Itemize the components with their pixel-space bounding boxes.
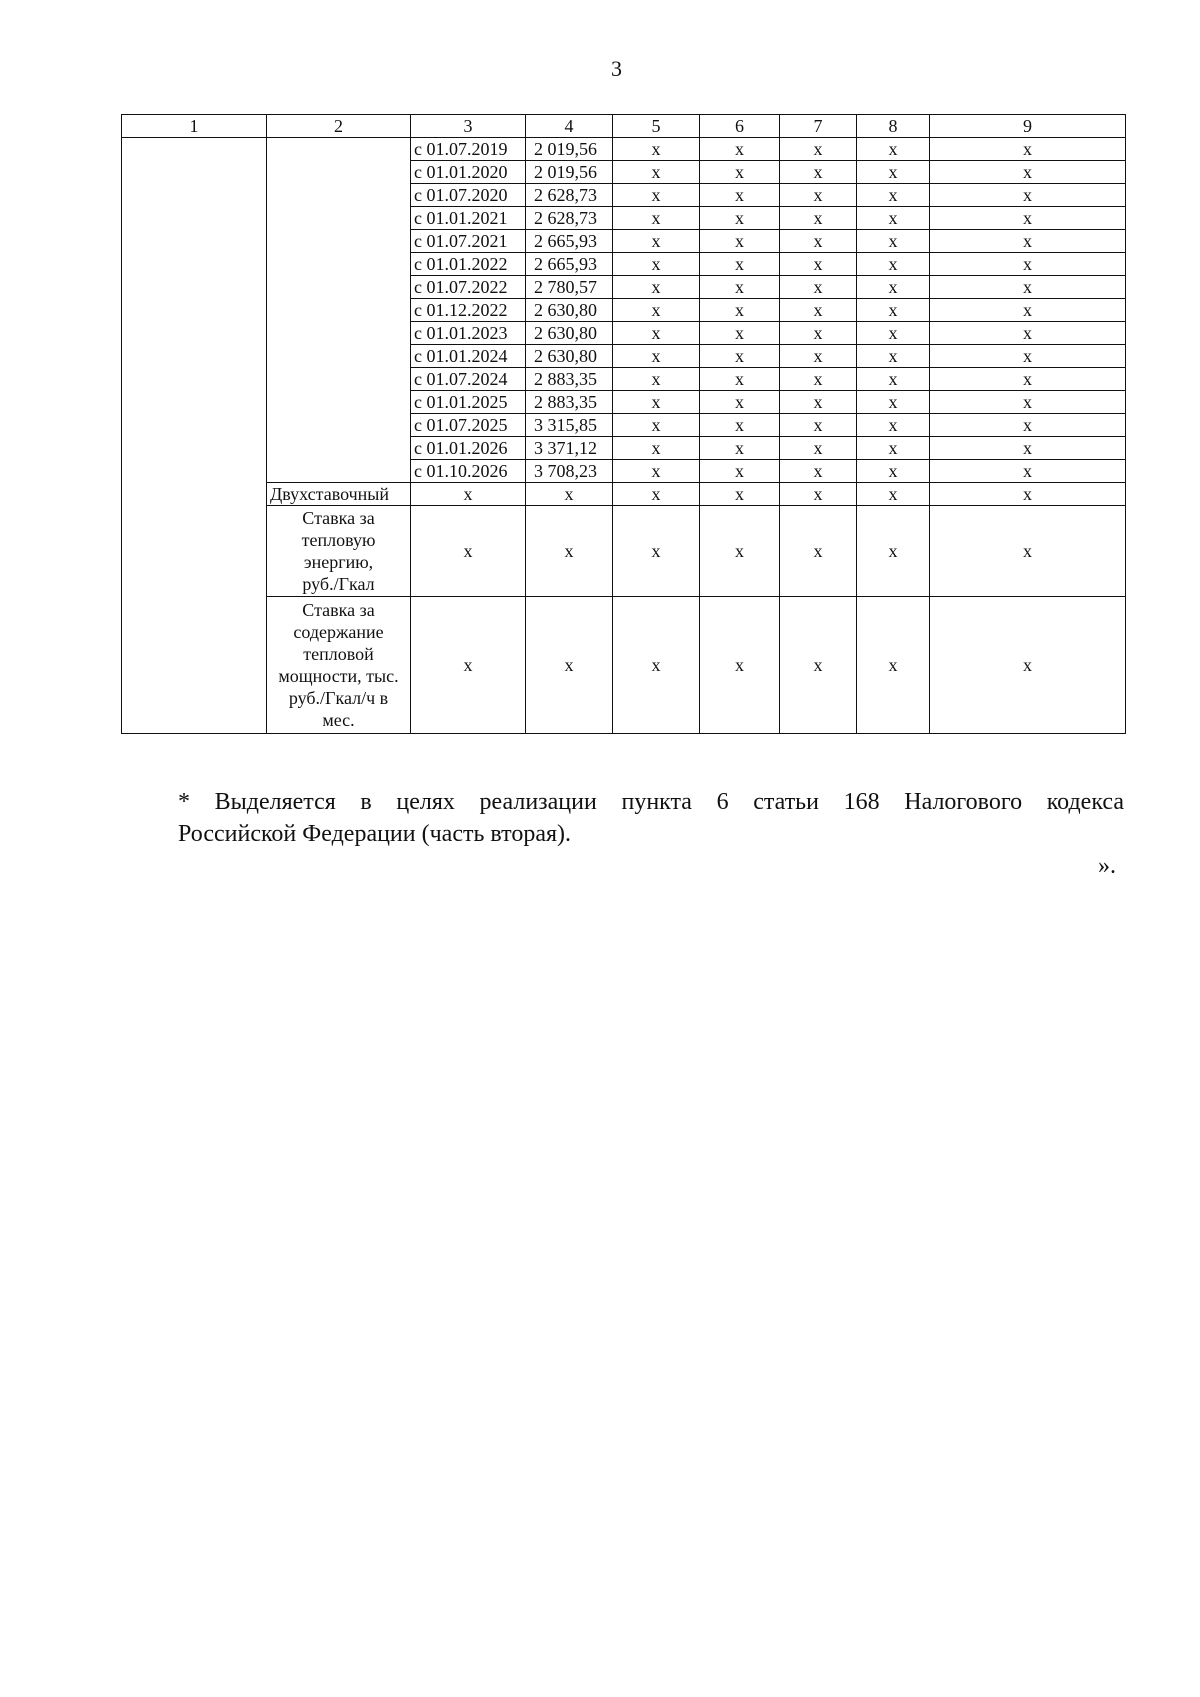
date-cell: с 01.01.2022 [411, 253, 526, 276]
x-mark: х [700, 414, 780, 437]
x-mark: х [411, 483, 526, 506]
x-mark: х [411, 597, 526, 734]
x-mark: х [613, 345, 700, 368]
label-line: тепловой [303, 644, 374, 664]
x-mark: х [526, 597, 613, 734]
x-mark: х [930, 322, 1126, 345]
x-mark: х [780, 391, 857, 414]
label-line: Ставка за [302, 508, 375, 528]
x-mark: х [700, 253, 780, 276]
x-mark: х [780, 276, 857, 299]
x-mark: х [613, 391, 700, 414]
x-mark: х [930, 460, 1126, 483]
x-mark: х [857, 299, 930, 322]
x-mark: х [613, 437, 700, 460]
x-mark: х [700, 322, 780, 345]
x-mark: х [613, 460, 700, 483]
x-mark: х [857, 391, 930, 414]
x-mark: х [930, 437, 1126, 460]
x-mark: х [780, 299, 857, 322]
x-mark: х [613, 161, 700, 184]
tariff-value: 2 780,57 [526, 276, 613, 299]
x-mark: х [857, 322, 930, 345]
x-mark: х [930, 345, 1126, 368]
x-mark: х [780, 414, 857, 437]
date-cell: с 01.07.2020 [411, 184, 526, 207]
x-mark: х [700, 299, 780, 322]
label-line: Ставка за [302, 600, 375, 620]
x-mark: х [930, 253, 1126, 276]
x-mark: х [700, 207, 780, 230]
heat-energy-rate-label [267, 506, 411, 597]
x-mark: х [613, 230, 700, 253]
x-mark: х [780, 483, 857, 506]
tariff-value: 2 665,93 [526, 253, 613, 276]
capacity-rate-label [267, 597, 411, 734]
date-cell: с 01.12.2022 [411, 299, 526, 322]
x-mark: х [613, 299, 700, 322]
capacity-rate-row [122, 597, 1126, 734]
x-mark: х [700, 437, 780, 460]
col1-cell [122, 138, 267, 734]
x-mark: х [780, 345, 857, 368]
x-mark: х [857, 207, 930, 230]
x-mark: х [700, 368, 780, 391]
x-mark: х [780, 437, 857, 460]
x-mark: х [780, 161, 857, 184]
x-mark: х [613, 276, 700, 299]
label-line: энергию, [303, 552, 374, 572]
x-mark: х [780, 138, 857, 161]
x-mark: х [700, 597, 780, 734]
tariff-value: 2 630,80 [526, 299, 613, 322]
x-mark: х [700, 230, 780, 253]
date-cell: с 01.01.2021 [411, 207, 526, 230]
x-mark: х [930, 138, 1126, 161]
tariff-value: 2 628,73 [526, 184, 613, 207]
x-mark: х [780, 322, 857, 345]
date-cell: с 01.07.2025 [411, 414, 526, 437]
date-cell: с 01.07.2022 [411, 276, 526, 299]
date-cell: с 01.07.2021 [411, 230, 526, 253]
x-mark: х [780, 597, 857, 734]
label-line: мес. [322, 710, 355, 730]
column-number: 2 [267, 115, 411, 138]
date-cell: с 01.07.2024 [411, 368, 526, 391]
footnote-line-2: Российской Федерации (часть вторая). [178, 821, 572, 847]
x-mark: х [411, 506, 526, 597]
date-cell: с 01.01.2023 [411, 322, 526, 345]
footnote-line-1: * Выделяется в целях реализации пункта 6 статьи 168 Налогового кодекса [178, 789, 1124, 815]
tariff-value: 3 371,12 [526, 437, 613, 460]
col2-cell [267, 138, 411, 483]
tariff-value: 2 019,56 [526, 138, 613, 161]
x-mark: х [857, 184, 930, 207]
x-mark: х [930, 368, 1126, 391]
x-mark: х [526, 506, 613, 597]
column-number: 7 [780, 115, 857, 138]
label-line: руб./Гкал [302, 574, 375, 594]
two-stage-label: Двухставочный [267, 483, 411, 506]
label-line: мощности, тыс. [278, 666, 399, 686]
heat-energy-rate-row [122, 506, 1126, 597]
x-mark: х [780, 230, 857, 253]
x-mark: х [613, 207, 700, 230]
x-mark: х [857, 460, 930, 483]
x-mark: х [700, 161, 780, 184]
x-mark: х [613, 597, 700, 734]
x-mark: х [930, 391, 1126, 414]
x-mark: х [857, 230, 930, 253]
column-number: 3 [411, 115, 526, 138]
label-line: руб./Гкал/ч в [288, 688, 389, 708]
label-line: содержание [293, 622, 384, 642]
x-mark: х [613, 483, 700, 506]
x-mark: х [780, 506, 857, 597]
x-mark: х [700, 345, 780, 368]
x-mark: х [780, 207, 857, 230]
column-number: 5 [613, 115, 700, 138]
column-number: 4 [526, 115, 613, 138]
x-mark: х [613, 368, 700, 391]
tariff-value: 2 883,35 [526, 368, 613, 391]
x-mark: х [857, 414, 930, 437]
page-number: 3 [611, 56, 622, 81]
column-number: 1 [122, 115, 267, 138]
tariff-value: 2 883,35 [526, 391, 613, 414]
x-mark: х [857, 253, 930, 276]
x-mark: х [930, 597, 1126, 734]
x-mark: х [857, 345, 930, 368]
column-number-row [122, 115, 1126, 138]
x-mark: х [700, 184, 780, 207]
label-line: тепловую [301, 530, 376, 550]
x-mark: х [857, 483, 930, 506]
column-number: 9 [930, 115, 1126, 138]
x-mark: х [857, 161, 930, 184]
x-mark: х [780, 253, 857, 276]
x-mark: х [700, 276, 780, 299]
date-cell: с 01.01.2026 [411, 437, 526, 460]
x-mark: х [613, 184, 700, 207]
tariff-table [121, 114, 1126, 734]
x-mark: х [857, 437, 930, 460]
x-mark: х [700, 391, 780, 414]
x-mark: х [780, 460, 857, 483]
x-mark: х [930, 483, 1126, 506]
tariff-value: 3 708,23 [526, 460, 613, 483]
tariff-value: 2 019,56 [526, 161, 613, 184]
x-mark: х [700, 483, 780, 506]
tariff-value: 3 315,85 [526, 414, 613, 437]
x-mark: х [857, 276, 930, 299]
x-mark: х [613, 138, 700, 161]
x-mark: х [930, 506, 1126, 597]
tariff-value: 2 630,80 [526, 322, 613, 345]
x-mark: х [857, 597, 930, 734]
x-mark: х [780, 184, 857, 207]
x-mark: х [930, 230, 1126, 253]
x-mark: х [930, 207, 1126, 230]
x-mark: х [930, 184, 1126, 207]
date-cell: с 01.01.2024 [411, 345, 526, 368]
date-cell: с 01.01.2025 [411, 391, 526, 414]
column-number: 6 [700, 115, 780, 138]
x-mark: х [857, 138, 930, 161]
x-mark: х [700, 506, 780, 597]
date-cell: с 01.07.2019 [411, 138, 526, 161]
tariff-row [122, 138, 1126, 161]
date-cell: с 01.01.2020 [411, 161, 526, 184]
date-cell: с 01.10.2026 [411, 460, 526, 483]
x-mark: х [930, 276, 1126, 299]
x-mark: х [780, 368, 857, 391]
x-mark: х [930, 414, 1126, 437]
tariff-value: 2 665,93 [526, 230, 613, 253]
x-mark: х [613, 253, 700, 276]
column-number: 8 [857, 115, 930, 138]
tariff-value: 2 628,73 [526, 207, 613, 230]
tariff-value: 2 630,80 [526, 345, 613, 368]
x-mark: х [613, 322, 700, 345]
x-mark: х [700, 460, 780, 483]
x-mark: х [526, 483, 613, 506]
x-mark: х [613, 414, 700, 437]
x-mark: х [700, 138, 780, 161]
x-mark: х [613, 506, 700, 597]
x-mark: х [930, 161, 1126, 184]
two-stage-row [122, 483, 1126, 506]
x-mark: х [857, 506, 930, 597]
x-mark: х [930, 299, 1126, 322]
x-mark: х [857, 368, 930, 391]
closing-quote-mark: ». [1098, 853, 1116, 879]
